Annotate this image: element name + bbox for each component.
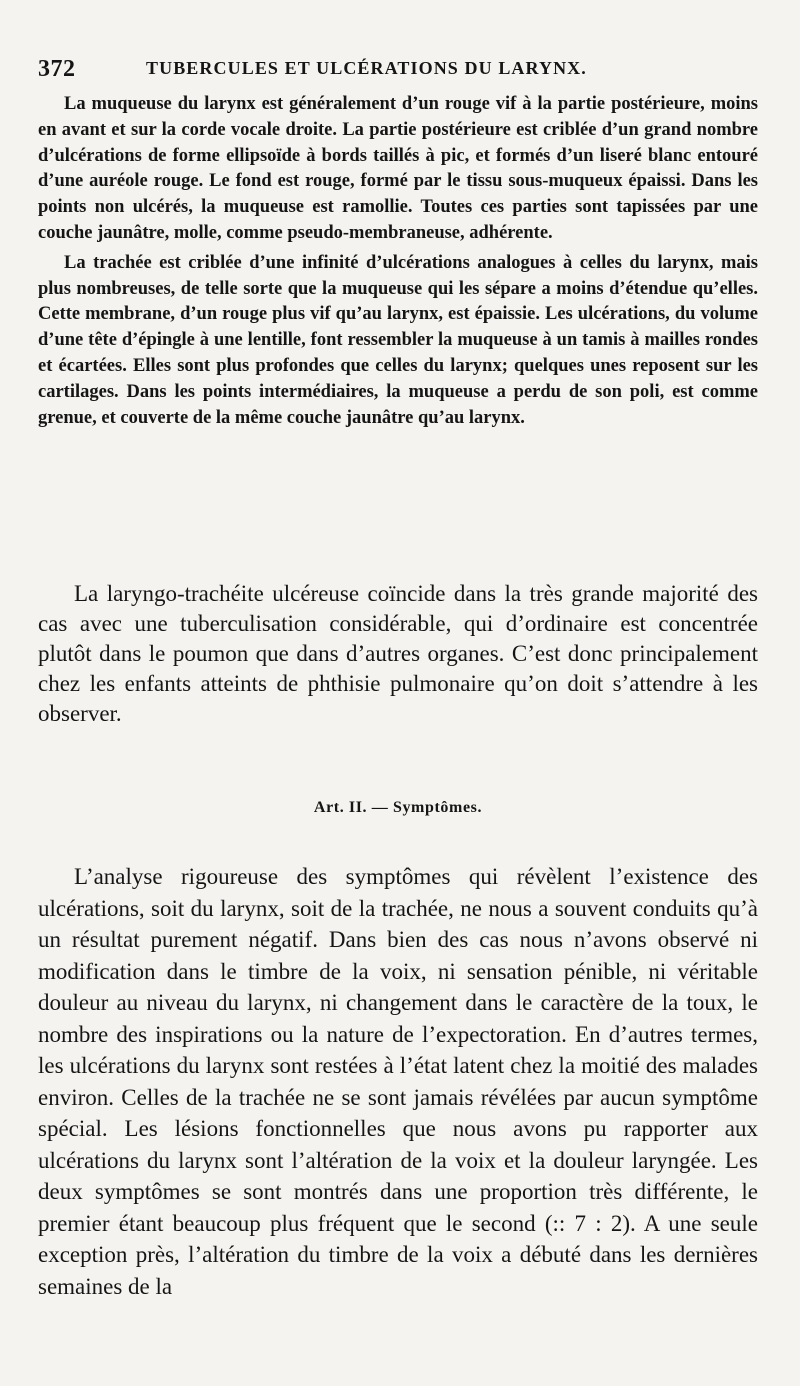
observation-block (38, 92, 758, 431)
observation-paragraph: La muqueuse du larynx est généralement d’un rouge vif à la partie postérieure, moins en avant et sur la corde vocale droite. La partie postérieure est criblée d’un grand nombre d’ulcérations de forme ellipsoïde à bords taillés à pic, et formés d’un liseré blanc entouré d’une auréole rouge. Le fond est rouge, formé par le tissu sous-muqueux épaissi. Dans les points non ulcérés, la muqueuse est ramollie. Toutes ces parties sont tapissées par une couche jaunâtre, molle, comme pseudo-membraneuse, adhérente. (38, 94, 758, 243)
main-text-block (38, 579, 758, 729)
page-number: 372 (38, 56, 76, 82)
symptoms-text-block (38, 861, 758, 1302)
body-paragraph: La laryngo-trachéite ulcéreuse coïncide dans la très grande majorité des cas avec une tuberculisation considérable, qui d’ordinaire est concentrée plutôt dans le poumon que dans d’autres organes. C’est donc principalement chez les enfants atteints de phthisie pulmonaire qu’on doit s’attendre à les observer. (38, 581, 758, 726)
section-heading: Art. II. — Symptômes. (313, 799, 483, 816)
running-head: TUBERCULES ET ULCÉRATIONS DU LARYNX. (146, 58, 587, 78)
page-header (38, 56, 762, 88)
observation-paragraph: La trachée est criblée d’une infinité d’ulcérations analogues à celles du larynx, mais plus nombreuses, de telle sorte que la muqueuse qui les sépare a moins d’étendue qu’elles. Cette membrane, d’un rouge plus vif qu’au larynx, est épaissie. Les ulcérations, du volume d’une tête d’épingle à une lentille, font ressembler la muqueuse à un tamis à mailles rondes et écartées. Elles sont plus profondes que celles du larynx; quelques unes reposent sur les cartilages. Dans les points intermédiaires, la muqueuse a perdu de son poli, est comme grenue, et couverte de la même couche jaunâtre qu’au larynx. (38, 252, 758, 428)
body-paragraph: L’analyse rigoureuse des symptômes qui révèlent l’existence des ulcérations, soit du larynx, soit de la trachée, ne nous a souvent conduits qu’à un résultat purement négatif. Dans bien des cas nous n’avons observé ni modification dans le timbre de la voix, ni sensation pénible, ni véritable douleur au niveau du larynx, ni changement dans le caractère de la toux, le nombre des inspirations ou la nature de l’expectoration. En d’autres termes, les ulcérations du larynx sont restées à l’état latent chez la moitié des malades environ. Celles de la trachée ne se sont jamais révélées par aucun symptôme spécial. Les lésions fonctionnelles que nous avons pu rapporter aux ulcérations du larynx sont l’altération de la voix et la douleur laryngée. Les deux symptômes se sont montrés dans une proportion très différente, le premier étant beaucoup plus fréquent que le second (:: 7 : 2). A une seule exception près, l’altération du timbre de la voix a débuté dans les dernières semaines de la (38, 864, 758, 1299)
